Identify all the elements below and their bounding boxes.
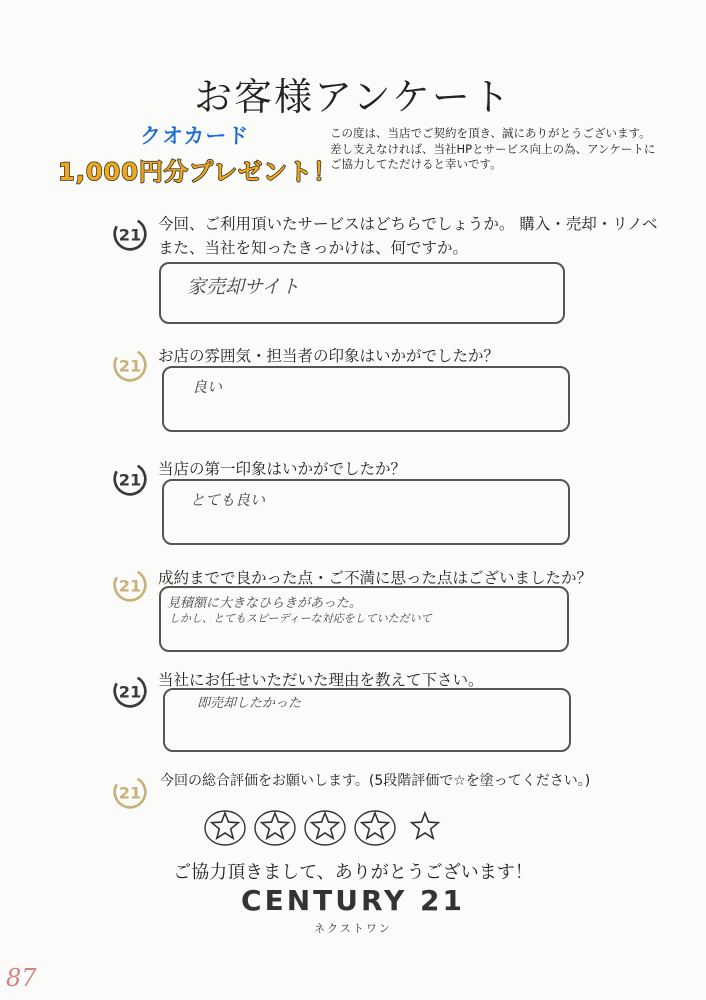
star-icon[interactable] bbox=[412, 813, 439, 838]
question-3-text: 当店の第一印象はいかがでしたか？ bbox=[158, 460, 407, 478]
promo-line-1: クオカード bbox=[140, 124, 250, 148]
svg-text:21: 21 bbox=[118, 576, 142, 596]
century21-icon bbox=[112, 216, 148, 256]
answer-box-5[interactable] bbox=[163, 688, 571, 752]
century21-icon bbox=[112, 567, 148, 607]
intro-text: この度は、当店でご契約を頂き、誠にありがとうございます。差し支えなければ、当社HPとサービス向上の為、アンケートにご協力してただけると幸いです。 bbox=[330, 126, 656, 171]
star-circled-icon[interactable] bbox=[205, 811, 245, 845]
answer-4: 見積額に大きなひらきがあった。 bbox=[167, 596, 362, 611]
question-5-text: 当社にお任せいただいた理由を教えて下さい。 bbox=[158, 671, 484, 689]
answer-box-1[interactable] bbox=[159, 262, 565, 324]
rating-stars[interactable] bbox=[200, 803, 450, 857]
svg-text:21: 21 bbox=[118, 356, 142, 376]
page-number: 87 bbox=[6, 964, 37, 992]
question-6-text: 今回の総合評価をお願いします。(5段階評価で☆を塗ってください。) bbox=[160, 773, 591, 789]
answer-5: 即売却したかった bbox=[197, 696, 302, 711]
page-title: お客様アンケート bbox=[194, 75, 512, 119]
brand-logo-text: CENTURY 21 bbox=[241, 884, 465, 917]
closing-message: ご協力頂きまして、ありがとうございます！ bbox=[173, 862, 533, 883]
question-1-text-2: また、当社を知ったきっかけは、何ですか。 bbox=[158, 239, 469, 257]
svg-text:21: 21 bbox=[118, 225, 142, 245]
century21-icon bbox=[112, 774, 148, 814]
century21-icon bbox=[112, 347, 148, 387]
brand-subtitle: ネクストワン bbox=[314, 922, 392, 935]
promo-line-2: 1,000円分プレゼント！ bbox=[58, 158, 338, 186]
answer-3: とても良い bbox=[190, 491, 266, 509]
star-circled-icon[interactable] bbox=[355, 811, 395, 845]
question-2-text: お店の雰囲気・担当者の印象はいかがでしたか？ bbox=[158, 347, 500, 365]
svg-text:21: 21 bbox=[118, 470, 142, 490]
answer-box-4[interactable] bbox=[159, 586, 569, 652]
star-circled-icon[interactable] bbox=[305, 811, 345, 845]
answer-box-3[interactable] bbox=[162, 479, 570, 545]
answer-box-2[interactable] bbox=[162, 366, 570, 432]
century21-icon bbox=[112, 673, 148, 713]
answer-4-line-2: しかし、とてもスピーディーな対応をしていただいて bbox=[169, 612, 432, 625]
question-4-text: 成約までで良かった点・ご不満に思った点はございましたか？ bbox=[158, 569, 593, 587]
svg-text:21: 21 bbox=[118, 682, 142, 702]
answer-1: 家売却サイト bbox=[187, 276, 300, 298]
star-circled-icon[interactable] bbox=[255, 811, 295, 845]
century21-icon bbox=[112, 461, 148, 501]
answer-2: 良い bbox=[192, 378, 223, 396]
svg-text:21: 21 bbox=[118, 783, 142, 803]
question-1-text: 今回、ご利用頂いたサービスはどちらでしょうか。 購入・売却・リノベ bbox=[158, 215, 658, 233]
